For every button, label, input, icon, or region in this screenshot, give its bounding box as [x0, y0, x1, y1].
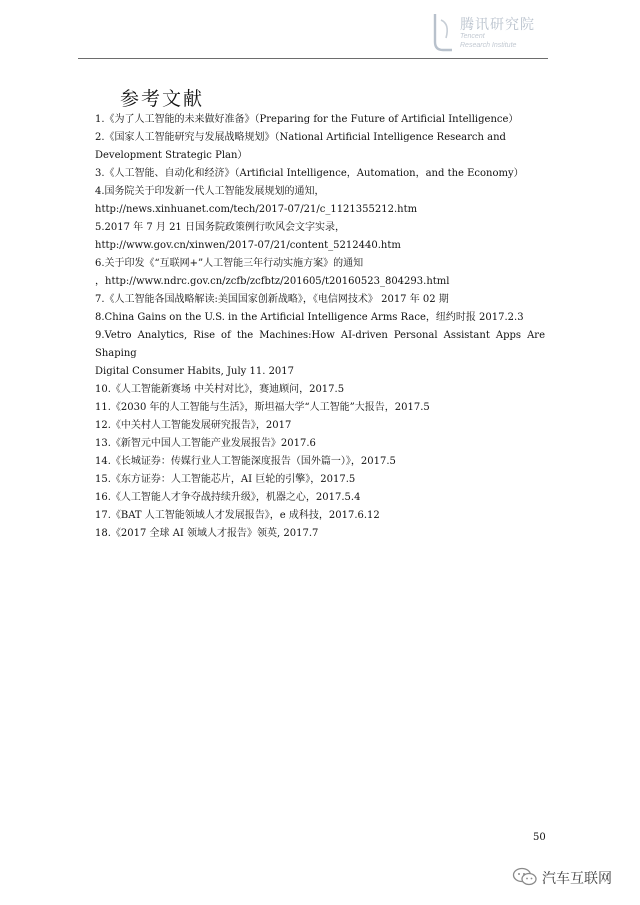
logo-english-line-2: Research Institute	[460, 42, 517, 49]
wechat-watermark	[512, 866, 632, 888]
reference-line: 8.China Gains on the U.S. in the Artificial Intelligence Arms Race，纽约时报 2017.2.3	[95, 312, 524, 323]
reference-line: 18.《2017 全球 AI 领域人才报告》领英, 2017.7	[95, 528, 319, 539]
logo-chinese-name: 腾讯研究院	[460, 17, 535, 33]
reference-line: 1.《为了人工智能的未来做好准备》（Preparing for the Future of Artificial Intelligence）	[95, 114, 519, 125]
reference-line: 16.《人工智能人才争夺战持续升级》，机器之心，2017.5.4	[95, 492, 361, 503]
tencent-research-logo	[432, 12, 582, 58]
reference-line: 14.《长城证券：传媒行业人工智能深度报告（国外篇一）》，2017.5	[95, 456, 396, 467]
reference-line: 5.2017 年 7 月 21 日国务院政策例行吹风会文字实录，	[95, 222, 345, 233]
reference-line: 11.《2030 年的人工智能与生活》，斯坦福大学“人工智能”大报告，2017.5	[95, 402, 430, 413]
tencent-logo-icon	[432, 12, 454, 52]
reference-url: http://www.gov.cn/xinwen/2017-07/21/content_5212440.htm	[95, 240, 401, 251]
watermark-text: 汽车互联网	[542, 871, 612, 887]
header-divider	[78, 58, 548, 59]
page-title: 参考文献	[120, 88, 205, 110]
reference-url: ，http://www.ndrc.gov.cn/zcfb/zcfbtz/201605/t20160523_804293.html	[95, 276, 450, 287]
reference-line: 13.《新智元中国人工智能产业发展报告》2017.6	[95, 438, 316, 449]
reference-line: 17.《BAT 人工智能领域人才发展报告》，e 成科技，2017.6.12	[95, 510, 380, 521]
reference-line: Digital Consumer Habits, July 11. 2017	[95, 366, 295, 377]
reference-line: 10.《人工智能新赛场 中关村对比》，赛迪顾问，2017.5	[95, 384, 345, 395]
page-number: 50	[533, 832, 546, 843]
logo-english-line-1: Tencent	[460, 33, 485, 40]
reference-line: 2.《国家人工智能研究与发展战略规划》（National Artificial Intelligence Research and	[95, 132, 506, 143]
reference-url: http://news.xinhuanet.com/tech/2017-07/21/c_1121355212.htm	[95, 204, 418, 215]
reference-line: 6.关于印发《“互联网+”人工智能三年行动实施方案》的通知	[95, 258, 364, 269]
reference-line: 7.《人工智能各国战略解读:美国国家创新战略》，《电信网技术》 2017 年 02 期	[95, 294, 449, 305]
reference-line: 3.《人工智能、自动化和经济》（Artificial Intelligence，Automation，and the Economy）	[95, 168, 524, 179]
reference-line: 15.《东方证券：人工智能芯片，AI 巨轮的引擎》，2017.5	[95, 474, 356, 485]
reference-line: Development Strategic Plan）	[95, 150, 248, 161]
reference-line: 9.Vetro Analytics, Rise of the Machines:How AI-driven Personal Assistant Apps Are Shaping	[95, 330, 545, 359]
wechat-icon	[512, 867, 538, 887]
reference-list	[95, 111, 545, 543]
logo-english-name	[460, 32, 516, 50]
reference-line: 12.《中关村人工智能发展研究报告》，2017	[95, 420, 292, 431]
reference-line: 4.国务院关于印发新一代人工智能发展规划的通知，	[95, 186, 325, 197]
